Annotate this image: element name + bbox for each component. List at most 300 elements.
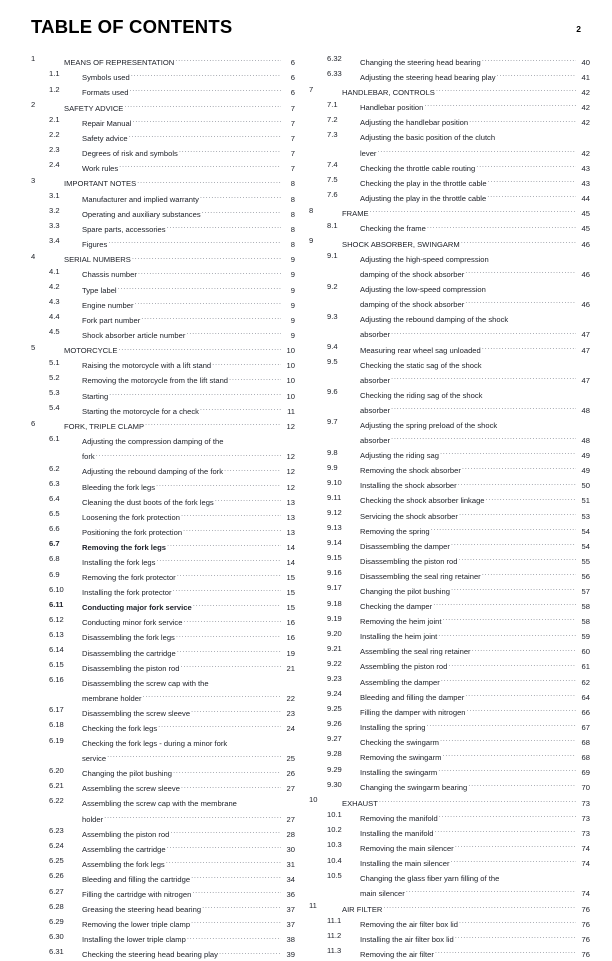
toc-entry-page: 68 [581, 753, 590, 763]
toc-entry-title: HANDLEBAR, CONTROLS [342, 88, 435, 98]
toc-entry-number: 9.13 [327, 523, 342, 533]
toc-entry-title: Servicing the shock absorber [360, 511, 458, 521]
toc-entry-body [71, 387, 295, 402]
toc-entry-title: Assembling the screw sleeve [82, 784, 180, 794]
toc-entry[interactable] [31, 916, 295, 931]
toc-leader-dots [192, 886, 280, 898]
toc-entry-page: 25 [286, 754, 295, 764]
toc-entry[interactable] [309, 311, 590, 341]
toc-leader-dots [210, 674, 281, 686]
toc-entry-body [71, 584, 295, 599]
toc-entry-body [71, 68, 295, 83]
toc-entry[interactable] [309, 930, 590, 945]
toc-entry[interactable] [309, 658, 590, 673]
toc-entry-title: Disassembling the piston rod [82, 663, 180, 673]
toc-entry-page: 13 [286, 527, 295, 537]
toc-entry-page: 59 [581, 632, 590, 642]
toc-entry-body [349, 643, 590, 658]
toc-entry-number: 9.21 [327, 643, 342, 653]
toc-entry[interactable] [31, 326, 295, 341]
toc-entry-number: 6.27 [49, 886, 64, 896]
toc-leader-dots [509, 311, 575, 323]
toc-entry-page: 46 [581, 270, 590, 280]
toc-entry[interactable] [309, 764, 590, 779]
toc-leader-dots [487, 189, 575, 201]
toc-entry-page: 61 [581, 662, 590, 672]
toc-entry[interactable] [31, 735, 295, 765]
toc-entry[interactable] [31, 508, 295, 523]
toc-entry-number: 6.2 [49, 463, 60, 473]
toc-entry[interactable] [31, 584, 295, 599]
toc-entry-number: 10.2 [327, 825, 342, 835]
toc-leader-dots [440, 733, 576, 745]
toc-leader-dots [175, 53, 280, 65]
toc-entry[interactable] [31, 342, 295, 357]
toc-entry-page: 42 [581, 148, 590, 158]
toc-entry-body [71, 704, 295, 719]
toc-entry[interactable] [309, 522, 590, 537]
toc-leader-dots [488, 174, 576, 186]
toc-entry-title: Checking the steering head bearing play [82, 950, 218, 960]
toc-entry[interactable] [31, 144, 295, 159]
toc-entry[interactable] [31, 614, 295, 629]
toc-entry[interactable] [31, 311, 295, 326]
toc-entry[interactable] [31, 523, 295, 538]
toc-entry-title: Fork part number [82, 315, 141, 325]
toc-entry[interactable] [309, 718, 590, 733]
toc-entry-page: 42 [581, 118, 590, 128]
toc-entry[interactable] [309, 68, 590, 83]
toc-entry-title: Symbols used [82, 73, 130, 83]
toc-entry-page: 21 [286, 663, 295, 673]
toc-entry-body [331, 900, 590, 915]
toc-entry[interactable] [31, 478, 295, 493]
toc-entry[interactable] [31, 463, 295, 478]
toc-entry[interactable] [309, 53, 590, 68]
toc-entry-number: 6.23 [49, 826, 64, 836]
toc-entry-page: 66 [581, 707, 590, 717]
toc-entry-number: 6.25 [49, 856, 64, 866]
toc-entry[interactable] [31, 840, 295, 855]
toc-entry-number: 9.7 [327, 417, 338, 427]
toc-leader-dots [462, 462, 576, 474]
toc-entry-title: Bleeding and filling the damper [360, 692, 465, 702]
toc-entry[interactable] [31, 114, 295, 129]
toc-entry-title: Positioning the fork protection [82, 527, 183, 537]
toc-entry-body [349, 552, 590, 567]
toc-entry-number: 1 [31, 54, 36, 64]
toc-entry-number: 7.2 [327, 114, 338, 124]
toc-entry-number: 3.2 [49, 206, 60, 216]
toc-entry-title-continued: damping of the shock absorber [360, 270, 465, 280]
toc-entry-number: 4.5 [49, 327, 60, 337]
toc-entry[interactable] [309, 900, 590, 915]
toc-entry-page: 30 [286, 844, 295, 854]
toc-entry-title: Bleeding the fork legs [82, 482, 156, 492]
toc-entry[interactable] [31, 493, 295, 508]
toc-entry-title: Starting [82, 391, 109, 401]
toc-entry-body [71, 765, 295, 780]
toc-entry[interactable] [309, 477, 590, 492]
toc-leader-dots [472, 643, 576, 655]
toc-entry-page: 46 [581, 300, 590, 310]
toc-entry[interactable] [31, 886, 295, 901]
toc-entry[interactable] [309, 235, 590, 250]
toc-entry[interactable] [31, 553, 295, 568]
toc-entry[interactable] [31, 235, 295, 250]
toc-entry[interactable] [31, 418, 295, 433]
toc-entry-title-continued: absorber [360, 375, 390, 385]
toc-entry-number: 2.3 [49, 145, 60, 155]
toc-leader-dots [200, 402, 281, 414]
toc-leader-dots [469, 114, 575, 126]
toc-entry-title: Safety advice [82, 133, 128, 143]
toc-entry-body [71, 855, 295, 870]
toc-entry[interactable] [31, 946, 295, 961]
toc-entry-number: 6.10 [49, 584, 64, 594]
toc-entry[interactable] [309, 356, 590, 386]
toc-entry[interactable] [309, 688, 590, 703]
toc-entry-page: 12 [286, 452, 295, 462]
toc-entry-body [71, 901, 295, 916]
toc-entry[interactable] [31, 296, 295, 311]
toc-leader-dots [224, 433, 280, 445]
toc-entry[interactable] [31, 68, 295, 83]
toc-entry-body [349, 764, 590, 779]
toc-entry-title: Figures [82, 239, 108, 249]
toc-entry[interactable] [31, 205, 295, 220]
toc-entry[interactable] [31, 825, 295, 840]
toc-entry-page: 10 [286, 361, 295, 371]
toc-entry[interactable] [309, 205, 590, 220]
toc-entry-body [349, 718, 590, 733]
toc-entry[interactable] [309, 129, 590, 159]
toc-entry-body [349, 189, 590, 204]
toc-leader-dots [465, 265, 575, 277]
toc-entry[interactable] [31, 220, 295, 235]
toc-leader-dots [461, 235, 576, 247]
toc-entry-page: 76 [581, 950, 590, 960]
toc-entry[interactable] [31, 538, 295, 553]
toc-entry-page: 76 [581, 919, 590, 929]
toc-leader-dots [186, 326, 280, 338]
toc-entry[interactable] [31, 402, 295, 417]
toc-entry[interactable] [309, 824, 590, 839]
toc-entry[interactable] [31, 433, 295, 463]
toc-entry-number: 6.7 [49, 539, 60, 549]
toc-entry-number: 6.5 [49, 509, 60, 519]
toc-entry-number: 6.1 [49, 433, 60, 443]
toc-entry-number: 11.3 [327, 946, 342, 956]
toc-entry[interactable] [309, 613, 590, 628]
toc-entry-page: 49 [581, 466, 590, 476]
toc-entry[interactable] [309, 99, 590, 114]
toc-entry[interactable] [309, 462, 590, 477]
toc-entry[interactable] [309, 582, 590, 597]
toc-entry-page: 6 [290, 88, 295, 98]
toc-entry-page: 26 [286, 769, 295, 779]
toc-leader-dots [138, 266, 281, 278]
toc-entry[interactable] [309, 447, 590, 462]
toc-entry[interactable] [309, 114, 590, 129]
toc-entry[interactable] [309, 341, 590, 356]
toc-entry-body [349, 809, 590, 824]
toc-entry[interactable] [309, 839, 590, 854]
toc-entry[interactable] [31, 190, 295, 205]
toc-leader-dots [486, 492, 576, 504]
toc-entry-page: 15 [286, 603, 295, 613]
toc-entry[interactable] [31, 795, 295, 825]
toc-entry[interactable] [31, 175, 295, 190]
toc-entry[interactable] [31, 251, 295, 266]
toc-columns [0, 53, 612, 960]
toc-entry-body [71, 795, 295, 825]
toc-entry-body [349, 386, 590, 416]
toc-entry-title: Operating and auxiliary substances [82, 209, 201, 219]
toc-entry-page: 44 [581, 193, 590, 203]
toc-entry-page: 60 [581, 647, 590, 657]
toc-entry[interactable] [309, 174, 590, 189]
toc-entry[interactable] [309, 945, 590, 960]
toc-entry[interactable] [31, 53, 295, 68]
toc-entry[interactable] [31, 599, 295, 614]
toc-entry[interactable] [309, 492, 590, 507]
toc-entry[interactable] [31, 266, 295, 281]
toc-entry[interactable] [309, 733, 590, 748]
toc-entry[interactable] [31, 569, 295, 584]
toc-entry-body [349, 159, 590, 174]
toc-entry[interactable] [31, 357, 295, 372]
toc-entry[interactable] [309, 416, 590, 446]
toc-entry-number: 9.25 [327, 704, 342, 714]
toc-entry-page: 56 [581, 571, 590, 581]
toc-entry-title: Installing the main silencer [360, 859, 450, 869]
toc-entry-number: 6.29 [49, 916, 64, 926]
toc-entry-title: Changing the swingarm bearing [360, 783, 468, 793]
toc-entry[interactable] [309, 567, 590, 582]
toc-leader-dots [500, 870, 575, 882]
toc-entry[interactable] [31, 659, 295, 674]
toc-entry-body [71, 614, 295, 629]
toc-entry-title: Disassembling the damper [360, 541, 450, 551]
toc-entry-body [349, 945, 590, 960]
toc-entry-body [349, 416, 590, 446]
toc-leader-dots [440, 447, 576, 459]
toc-entry-title: Manufacturer and implied warranty [82, 194, 199, 204]
toc-entry-number: 6.28 [49, 901, 64, 911]
toc-entry-page: 9 [290, 315, 295, 325]
toc-entry-title-continued: fork [82, 452, 95, 462]
toc-entry-body [53, 342, 295, 357]
toc-entry[interactable] [309, 220, 590, 235]
toc-entry-number: 9.4 [327, 341, 338, 351]
page-title: TABLE OF CONTENTS [31, 16, 233, 37]
toc-entry-page: 7 [290, 163, 295, 173]
toc-entry[interactable] [309, 507, 590, 522]
toc-entry[interactable] [309, 870, 590, 900]
toc-entry[interactable] [31, 855, 295, 870]
toc-entry[interactable] [309, 598, 590, 613]
toc-entry[interactable] [31, 159, 295, 174]
toc-entry-page: 58 [581, 617, 590, 627]
toc-entry[interactable] [309, 250, 590, 280]
toc-entry[interactable] [31, 372, 295, 387]
toc-leader-dots [124, 99, 280, 111]
toc-entry-number: 6.31 [49, 946, 64, 956]
toc-entry[interactable] [309, 159, 590, 174]
toc-entry-page: 67 [581, 722, 590, 732]
toc-leader-dots [391, 371, 576, 383]
toc-entry-title: Adjusting the compression damping of the [82, 437, 224, 447]
toc-entry[interactable] [31, 129, 295, 144]
toc-entry-number: 9.22 [327, 658, 342, 668]
toc-leader-dots [108, 235, 280, 247]
toc-leader-dots [181, 659, 281, 671]
toc-entry[interactable] [31, 644, 295, 659]
toc-entry-number: 9.9 [327, 462, 338, 472]
toc-entry-page: 57 [581, 587, 590, 596]
toc-entry[interactable] [31, 84, 295, 99]
toc-entry-page: 47 [581, 375, 590, 385]
toc-entry[interactable] [309, 915, 590, 930]
toc-entry[interactable] [309, 537, 590, 552]
toc-entry-page: 11 [287, 406, 295, 416]
toc-entry-number: 6.16 [49, 675, 64, 685]
toc-entry-page: 73 [581, 813, 590, 823]
toc-entry-number: 6.13 [49, 629, 64, 639]
toc-entry[interactable] [309, 855, 590, 870]
toc-entry-number: 7.1 [327, 99, 338, 109]
toc-entry[interactable] [31, 629, 295, 644]
toc-entry[interactable] [31, 387, 295, 402]
toc-entry[interactable] [309, 673, 590, 688]
toc-entry-title: Removing the manifold [360, 813, 438, 823]
toc-entry-title: SHOCK ABSORBER, SWINGARM [342, 239, 460, 249]
toc-entry-title: Greasing the steering head bearing [82, 905, 202, 915]
toc-entry-page: 12 [286, 482, 295, 492]
toc-leader-dots [141, 311, 280, 323]
toc-entry-number: 6.30 [49, 931, 64, 941]
toc-entry-number: 1.1 [49, 69, 60, 79]
toc-entry[interactable] [309, 794, 590, 809]
toc-entry-title: MEANS OF REPRESENTATION [64, 57, 175, 67]
toc-entry[interactable] [31, 674, 295, 704]
toc-entry-title: Checking the static sag of the shock [360, 360, 482, 370]
toc-entry[interactable] [309, 281, 590, 311]
toc-entry-number: 9.27 [327, 734, 342, 744]
toc-entry-title: Adjusting the high-speed compression [360, 254, 489, 264]
toc-entry-number: 9.18 [327, 598, 342, 608]
toc-entry-page: 38 [286, 935, 295, 945]
toc-entry-body [349, 658, 590, 673]
toc-entry-body [71, 946, 295, 961]
toc-entry-body [349, 733, 590, 748]
toc-entry-body [349, 870, 590, 900]
toc-entry-number: 11 [309, 901, 317, 911]
toc-leader-dots [441, 673, 576, 685]
toc-entry-body [71, 159, 295, 174]
toc-leader-dots [224, 463, 281, 475]
toc-leader-dots [229, 372, 280, 384]
toc-leader-dots [468, 779, 575, 791]
toc-entry[interactable] [31, 870, 295, 885]
toc-entry-title: Checking the fork legs [82, 724, 158, 734]
toc-entry-number: 9.14 [327, 538, 342, 548]
toc-entry-title: Disassembling the seal ring retainer [360, 571, 481, 581]
toc-entry[interactable] [31, 765, 295, 780]
toc-entry[interactable] [309, 643, 590, 658]
toc-entry[interactable] [309, 748, 590, 763]
toc-leader-dots [379, 794, 576, 806]
toc-entry-number: 7.5 [327, 175, 338, 185]
toc-leader-dots [435, 945, 576, 957]
toc-leader-dots [167, 538, 281, 550]
toc-entry[interactable] [31, 931, 295, 946]
toc-entry-title-continued: absorber [360, 405, 390, 415]
toc-entry[interactable] [309, 628, 590, 643]
toc-entry[interactable] [31, 281, 295, 296]
toc-leader-dots [406, 885, 576, 897]
toc-entry-body [71, 629, 295, 644]
toc-leader-dots [183, 523, 280, 535]
toc-entry-page: 50 [581, 481, 590, 491]
toc-entry-title: Degrees of risk and symbols [82, 148, 178, 158]
toc-entry[interactable] [31, 901, 295, 916]
toc-entry-title: Installing the heim joint [360, 632, 438, 642]
toc-leader-dots [476, 159, 575, 171]
toc-entry[interactable] [309, 386, 590, 416]
toc-entry[interactable] [31, 704, 295, 719]
toc-entry-number: 6.9 [49, 569, 60, 579]
toc-entry[interactable] [309, 189, 590, 204]
toc-entry-title: Assembling the fork legs [82, 859, 165, 869]
toc-entry-title: Installing the fork legs [82, 557, 156, 567]
toc-entry-number: 4.2 [49, 281, 60, 291]
toc-entry[interactable] [31, 99, 295, 114]
toc-leader-dots [118, 342, 280, 354]
toc-entry[interactable] [309, 84, 590, 99]
toc-entry-number: 6.20 [49, 765, 64, 775]
toc-entry-page: 58 [581, 602, 590, 612]
toc-entry[interactable] [31, 780, 295, 795]
toc-entry-page: 6 [290, 73, 295, 83]
toc-entry-body [71, 719, 295, 734]
toc-entry-number: 9.20 [327, 628, 342, 638]
toc-leader-dots [391, 326, 576, 338]
toc-entry-page: 10 [286, 346, 295, 356]
toc-entry-page: 70 [581, 783, 590, 793]
toc-entry-title: Repair Manual [82, 118, 132, 128]
toc-entry-body [349, 477, 590, 492]
toc-leader-dots [118, 281, 281, 293]
toc-entry-title: Checking the riding sag of the shock [360, 390, 483, 400]
toc-leader-dots [187, 931, 281, 943]
toc-entry-page: 69 [581, 768, 590, 778]
toc-entry-title: Starting the motorcycle for a check [82, 406, 199, 416]
toc-entry-page: 43 [581, 178, 590, 188]
toc-entry-title: Adjusting the handlebar position [360, 118, 469, 128]
toc-entry-title: Changing the pilot bushing [82, 769, 172, 779]
toc-entry-title: Adjusting the riding sag [360, 451, 439, 461]
toc-entry[interactable] [31, 719, 295, 734]
toc-entry[interactable] [309, 552, 590, 567]
toc-entry-body [71, 916, 295, 931]
toc-entry-body [349, 250, 590, 280]
toc-entry[interactable] [309, 703, 590, 718]
toc-entry[interactable] [309, 809, 590, 824]
toc-entry-page: 28 [286, 829, 295, 839]
toc-entry-number: 6.6 [49, 524, 60, 534]
